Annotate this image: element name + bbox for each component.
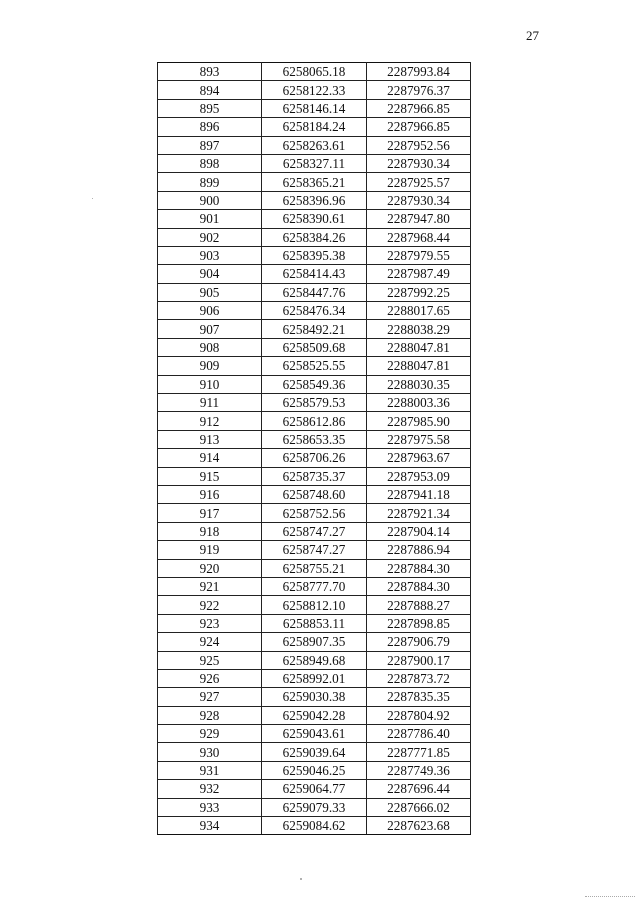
table-row: [158, 191, 471, 209]
y-coordinate-cell: 2287966.85: [367, 118, 471, 136]
y-coordinate-cell: 2287835.35: [367, 688, 471, 706]
y-coordinate-cell: 2287623.68: [367, 817, 471, 835]
table-row: [158, 63, 471, 81]
x-coordinate-cell: 6258390.61: [262, 210, 367, 228]
x-coordinate-cell: 6258747.27: [262, 522, 367, 540]
table-row: [158, 743, 471, 761]
x-coordinate-cell: 6258263.61: [262, 136, 367, 154]
y-coordinate-cell: 2287963.67: [367, 449, 471, 467]
y-coordinate-cell: 2287749.36: [367, 761, 471, 779]
point-number-cell: 923: [158, 614, 262, 632]
point-number-cell: 914: [158, 449, 262, 467]
point-number-cell: 929: [158, 725, 262, 743]
x-coordinate-cell: 6259043.61: [262, 725, 367, 743]
point-number-cell: 912: [158, 412, 262, 430]
table-row: [158, 81, 471, 99]
table-row: [158, 485, 471, 503]
x-coordinate-cell: 6259039.64: [262, 743, 367, 761]
x-coordinate-cell: 6258525.55: [262, 357, 367, 375]
y-coordinate-cell: 2287930.34: [367, 191, 471, 209]
x-coordinate-cell: 6258384.26: [262, 228, 367, 246]
y-coordinate-cell: 2287925.57: [367, 173, 471, 191]
x-coordinate-cell: 6258365.21: [262, 173, 367, 191]
point-number-cell: 926: [158, 669, 262, 687]
point-number-cell: 897: [158, 136, 262, 154]
y-coordinate-cell: 2287975.58: [367, 430, 471, 448]
x-coordinate-cell: 6258122.33: [262, 81, 367, 99]
point-number-cell: 913: [158, 430, 262, 448]
point-number-cell: 919: [158, 541, 262, 559]
coordinates-table-body: [158, 63, 471, 835]
table-row: [158, 798, 471, 816]
x-coordinate-cell: 6259046.25: [262, 761, 367, 779]
table-row: [158, 725, 471, 743]
point-number-cell: 918: [158, 522, 262, 540]
point-number-cell: 931: [158, 761, 262, 779]
x-coordinate-cell: 6258853.11: [262, 614, 367, 632]
table-row: [158, 688, 471, 706]
y-coordinate-cell: 2288017.65: [367, 302, 471, 320]
table-row: [158, 817, 471, 835]
scan-artifact-speckle: [585, 896, 635, 898]
table-row: [158, 633, 471, 651]
table-row: [158, 559, 471, 577]
page-number: 27: [526, 28, 539, 43]
y-coordinate-cell: 2287886.94: [367, 541, 471, 559]
x-coordinate-cell: 6258414.43: [262, 265, 367, 283]
table-row: [158, 302, 471, 320]
point-number-cell: 894: [158, 81, 262, 99]
y-coordinate-cell: 2288038.29: [367, 320, 471, 338]
x-coordinate-cell: 6258447.76: [262, 283, 367, 301]
y-coordinate-cell: 2287696.44: [367, 780, 471, 798]
y-coordinate-cell: 2287904.14: [367, 522, 471, 540]
point-number-cell: 920: [158, 559, 262, 577]
point-number-cell: 921: [158, 577, 262, 595]
y-coordinate-cell: 2287884.30: [367, 559, 471, 577]
y-coordinate-cell: 2287976.37: [367, 81, 471, 99]
y-coordinate-cell: 2287979.55: [367, 246, 471, 264]
x-coordinate-cell: 6258184.24: [262, 118, 367, 136]
x-coordinate-cell: 6258812.10: [262, 596, 367, 614]
table-row: [158, 283, 471, 301]
y-coordinate-cell: 2287953.09: [367, 467, 471, 485]
x-coordinate-cell: 6258579.53: [262, 394, 367, 412]
x-coordinate-cell: 6259042.28: [262, 706, 367, 724]
table-row: [158, 669, 471, 687]
table-row: [158, 394, 471, 412]
point-number-cell: 900: [158, 191, 262, 209]
x-coordinate-cell: 6258949.68: [262, 651, 367, 669]
y-coordinate-cell: 2288047.81: [367, 357, 471, 375]
x-coordinate-cell: 6258396.96: [262, 191, 367, 209]
table-row: [158, 375, 471, 393]
point-number-cell: 909: [158, 357, 262, 375]
x-coordinate-cell: 6258777.70: [262, 577, 367, 595]
point-number-cell: 906: [158, 302, 262, 320]
table-row: [158, 541, 471, 559]
y-coordinate-cell: 2287873.72: [367, 669, 471, 687]
point-number-cell: 903: [158, 246, 262, 264]
table-row: [158, 577, 471, 595]
x-coordinate-cell: 6258706.26: [262, 449, 367, 467]
table-row: [158, 265, 471, 283]
point-number-cell: 905: [158, 283, 262, 301]
y-coordinate-cell: 2287898.85: [367, 614, 471, 632]
y-coordinate-cell: 2288047.81: [367, 338, 471, 356]
y-coordinate-cell: 2287993.84: [367, 63, 471, 81]
point-number-cell: 896: [158, 118, 262, 136]
y-coordinate-cell: 2287968.44: [367, 228, 471, 246]
y-coordinate-cell: 2287906.79: [367, 633, 471, 651]
point-number-cell: 911: [158, 394, 262, 412]
x-coordinate-cell: 6259030.38: [262, 688, 367, 706]
x-coordinate-cell: 6258065.18: [262, 63, 367, 81]
table-row: [158, 99, 471, 117]
x-coordinate-cell: 6258492.21: [262, 320, 367, 338]
y-coordinate-cell: 2288030.35: [367, 375, 471, 393]
table-row: [158, 338, 471, 356]
x-coordinate-cell: 6258146.14: [262, 99, 367, 117]
table-row: [158, 706, 471, 724]
table-row: [158, 780, 471, 798]
table-row: [158, 430, 471, 448]
table-row: [158, 614, 471, 632]
scan-artifact-dot: [92, 198, 93, 199]
point-number-cell: 915: [158, 467, 262, 485]
point-number-cell: 895: [158, 99, 262, 117]
x-coordinate-cell: 6258476.34: [262, 302, 367, 320]
y-coordinate-cell: 2287921.34: [367, 504, 471, 522]
table-row: [158, 136, 471, 154]
point-number-cell: 927: [158, 688, 262, 706]
point-number-cell: 916: [158, 485, 262, 503]
point-number-cell: 934: [158, 817, 262, 835]
point-number-cell: 904: [158, 265, 262, 283]
table-row: [158, 449, 471, 467]
x-coordinate-cell: 6258653.35: [262, 430, 367, 448]
y-coordinate-cell: 2287786.40: [367, 725, 471, 743]
x-coordinate-cell: 6258612.86: [262, 412, 367, 430]
table-row: [158, 504, 471, 522]
table-row: [158, 651, 471, 669]
y-coordinate-cell: 2287771.85: [367, 743, 471, 761]
table-row: [158, 412, 471, 430]
point-number-cell: 893: [158, 63, 262, 81]
y-coordinate-cell: 2287987.49: [367, 265, 471, 283]
point-number-cell: 899: [158, 173, 262, 191]
y-coordinate-cell: 2287941.18: [367, 485, 471, 503]
y-coordinate-cell: 2287900.17: [367, 651, 471, 669]
point-number-cell: 898: [158, 154, 262, 172]
point-number-cell: 910: [158, 375, 262, 393]
table-row: [158, 154, 471, 172]
table-row: [158, 173, 471, 191]
x-coordinate-cell: 6258395.38: [262, 246, 367, 264]
point-number-cell: 908: [158, 338, 262, 356]
table-row: [158, 210, 471, 228]
table-row: [158, 320, 471, 338]
x-coordinate-cell: 6258907.35: [262, 633, 367, 651]
y-coordinate-cell: 2287992.25: [367, 283, 471, 301]
x-coordinate-cell: 6259079.33: [262, 798, 367, 816]
x-coordinate-cell: 6258747.27: [262, 541, 367, 559]
point-number-cell: 902: [158, 228, 262, 246]
x-coordinate-cell: 6258752.56: [262, 504, 367, 522]
x-coordinate-cell: 6258755.21: [262, 559, 367, 577]
x-coordinate-cell: 6258327.11: [262, 154, 367, 172]
x-coordinate-cell: 6258509.68: [262, 338, 367, 356]
x-coordinate-cell: 6258549.36: [262, 375, 367, 393]
point-number-cell: 901: [158, 210, 262, 228]
table-row: [158, 246, 471, 264]
y-coordinate-cell: 2287947.80: [367, 210, 471, 228]
table-row: [158, 596, 471, 614]
x-coordinate-cell: 6258748.60: [262, 485, 367, 503]
x-coordinate-cell: 6259064.77: [262, 780, 367, 798]
y-coordinate-cell: 2287888.27: [367, 596, 471, 614]
y-coordinate-cell: 2287930.34: [367, 154, 471, 172]
y-coordinate-cell: 2287666.02: [367, 798, 471, 816]
point-number-cell: 917: [158, 504, 262, 522]
point-number-cell: 925: [158, 651, 262, 669]
table-row: [158, 118, 471, 136]
y-coordinate-cell: 2287804.92: [367, 706, 471, 724]
point-number-cell: 932: [158, 780, 262, 798]
scan-artifact-dot: [300, 878, 302, 880]
x-coordinate-cell: 6258735.37: [262, 467, 367, 485]
point-number-cell: 928: [158, 706, 262, 724]
point-number-cell: 924: [158, 633, 262, 651]
point-number-cell: 922: [158, 596, 262, 614]
table-row: [158, 522, 471, 540]
table-row: [158, 357, 471, 375]
coordinates-table: [157, 62, 471, 835]
table-row: [158, 228, 471, 246]
table-row: [158, 467, 471, 485]
point-number-cell: 930: [158, 743, 262, 761]
point-number-cell: 933: [158, 798, 262, 816]
x-coordinate-cell: 6258992.01: [262, 669, 367, 687]
table-row: [158, 761, 471, 779]
point-number-cell: 907: [158, 320, 262, 338]
y-coordinate-cell: 2287884.30: [367, 577, 471, 595]
y-coordinate-cell: 2287952.56: [367, 136, 471, 154]
y-coordinate-cell: 2287985.90: [367, 412, 471, 430]
x-coordinate-cell: 6259084.62: [262, 817, 367, 835]
y-coordinate-cell: 2288003.36: [367, 394, 471, 412]
y-coordinate-cell: 2287966.85: [367, 99, 471, 117]
